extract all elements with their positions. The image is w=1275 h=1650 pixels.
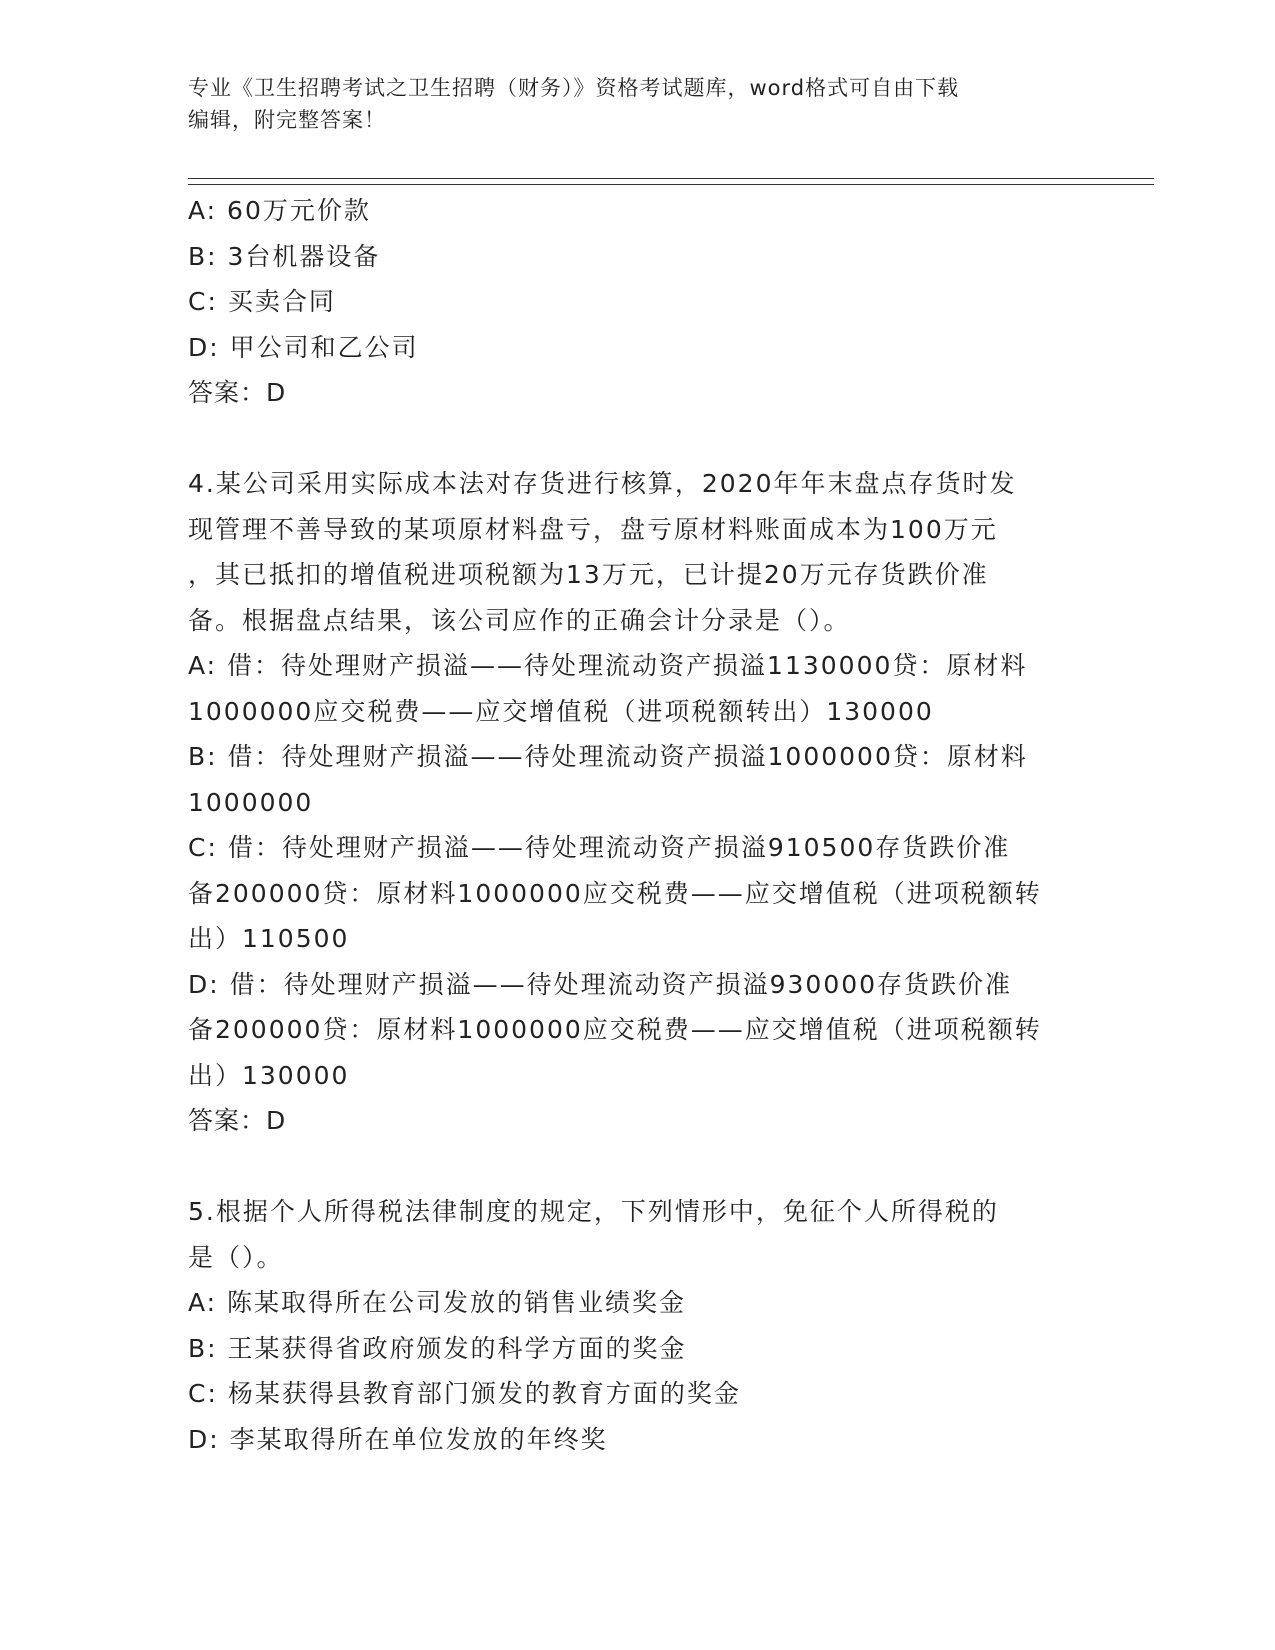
q3-option-b: B: 3台机器设备 (188, 241, 381, 271)
spacer (188, 1144, 1088, 1190)
q4-option-b-line: 1000000 (188, 787, 314, 817)
header-divider-top (188, 178, 1154, 179)
document-body (188, 188, 1088, 1462)
header-line-1: 专业《卫生招聘考试之卫生招聘（财务）》资格考试题库，word格式可自由下载 (188, 76, 960, 100)
q4-option-d (188, 962, 1088, 1099)
question-5 (188, 1189, 1088, 1462)
q4-stem-line: 4.某公司采用实际成本法对存货进行核算，2020年年末盘点存货时发 (188, 469, 1017, 498)
q4-option-c-line: 备200000贷：原材料1000000应交税费——应交增值税（进项税额转 (188, 878, 1042, 908)
question-3 (188, 188, 1088, 416)
q3-option-a: A: 60万元价款 (188, 196, 371, 225)
q5-option-d: D: 李某取得所在单位发放的年终奖 (188, 1424, 608, 1454)
q5-option-a: A: 陈某取得所在公司发放的销售业绩奖金 (188, 1288, 687, 1317)
q3-answer: 答案：D (188, 378, 287, 407)
q4-option-c-line: C: 借：待处理财产损溢——待处理流动资产损溢910500存货跌价准 (188, 833, 1011, 862)
header-line-2: 编辑，附完整答案！ (188, 108, 386, 132)
q3-option-c: C: 买卖合同 (188, 287, 336, 316)
document-header (188, 72, 1068, 136)
question-4 (188, 461, 1088, 1144)
q4-option-a-line: A: 借：待处理财产损溢——待处理流动资产损溢1130000贷：原材料 (188, 651, 1028, 680)
q4-option-c (188, 825, 1088, 962)
q4-option-d-line: D: 借：待处理财产损溢——待处理流动资产损溢930000存货跌价准 (188, 969, 1013, 999)
q3-option-d: D: 甲公司和乙公司 (188, 332, 419, 362)
q5-stem-line: 是（）。 (188, 1242, 284, 1272)
q5-option-b: B: 王某获得省政府颁发的科学方面的奖金 (188, 1333, 687, 1363)
q4-option-d-line: 出）130000 (188, 1060, 350, 1090)
spacer (188, 416, 1088, 462)
q4-option-b (188, 734, 1088, 825)
q4-option-d-line: 备200000贷：原材料1000000应交税费——应交增值税（进项税额转 (188, 1015, 1042, 1044)
q4-option-a (188, 643, 1088, 734)
q4-option-b-line: B: 借：待处理财产损溢——待处理流动资产损溢1000000贷：原材料 (188, 742, 1028, 771)
q4-answer: 答案：D (188, 1106, 287, 1135)
q4-option-c-line: 出）110500 (188, 924, 350, 953)
q5-option-c: C: 杨某获得县教育部门颁发的教育方面的奖金 (188, 1379, 741, 1408)
q4-stem-line: 备。根据盘点结果，该公司应作的正确会计分录是（）。 (188, 605, 851, 635)
header-divider-bottom (188, 184, 1154, 185)
q4-stem-line: ，其已抵扣的增值税进项税额为13万元，已计提20万元存货跌价准 (188, 560, 989, 589)
q4-stem-line: 现管理不善导致的某项原材料盘亏，盘亏原材料账面成本为100万元 (188, 514, 998, 544)
q5-stem-line: 5.根据个人所得税法律制度的规定，下列情形中，免征个人所得税的 (188, 1197, 999, 1226)
q4-option-a-line: 1000000应交税费——应交增值税（进项税额转出）130000 (188, 696, 934, 726)
